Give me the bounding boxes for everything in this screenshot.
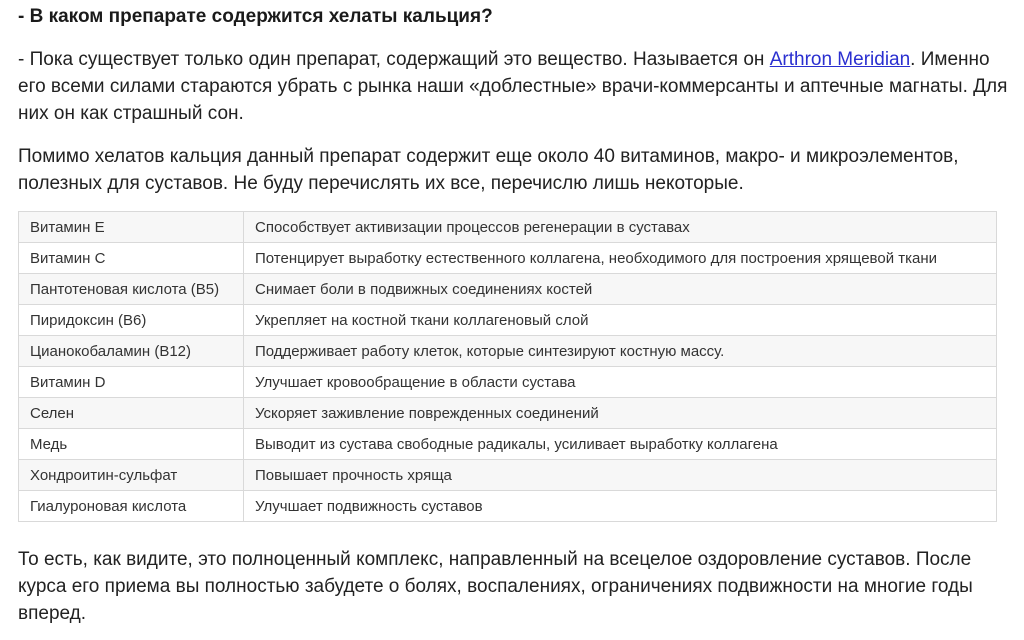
- table-row: [19, 305, 997, 336]
- question-heading: - В каком препарате содержится хелаты кальция?: [18, 6, 493, 27]
- table-row: [19, 336, 997, 367]
- nutrient-effect: Способствует активизации процессов регенерации в суставах: [244, 212, 997, 243]
- table-row: [19, 274, 997, 305]
- nutrient-name: Пиридоксин (B6): [19, 305, 244, 336]
- answer-text-start: - Пока существует только один препарат, содержащий это вещество. Называется он: [18, 49, 770, 70]
- product-link[interactable]: Arthron Meridian: [769, 49, 911, 70]
- nutrient-name: Селен: [19, 398, 244, 429]
- answer-text-end: . Именно его всеми силами стараются убрать с рынка наши «доблестные» врачи-коммерсанты и аптечные магнаты. Для них он как страшный сон.: [18, 49, 1008, 124]
- nutrient-name: Гиалуроновая кислота: [19, 491, 244, 522]
- nutrient-name: Хондроитин-сульфат: [19, 460, 244, 491]
- table-row: [19, 460, 997, 491]
- intro-paragraph: Помимо хелатов кальция данный препарат содержит еще около 40 витаминов, макро- и микроэлементов, полезных для суставов. Не буду перечислять их все, перечислю лишь некоторые.: [18, 146, 959, 194]
- nutrient-effect: Выводит из сустава свободные радикалы, усиливает выработку коллагена: [244, 429, 997, 460]
- table-row: [19, 429, 997, 460]
- table-row: [19, 398, 997, 429]
- table-row: [19, 212, 997, 243]
- nutrient-effect: Потенцирует выработку естественного коллагена, необходимого для построения хрящевой ткани: [244, 243, 997, 274]
- nutrient-effect: Ускоряет заживление поврежденных соединений: [244, 398, 997, 429]
- nutrient-name: Цианокобаламин (B12): [19, 336, 244, 367]
- nutrient-name: Витамин E: [19, 212, 244, 243]
- nutrient-effect: Поддерживает работу клеток, которые синтезируют костную массу.: [244, 336, 997, 367]
- nutrient-name: Пантотеновая кислота (B5): [19, 274, 244, 305]
- nutrient-effect: Повышает прочность хряща: [244, 460, 997, 491]
- table-row: [19, 491, 997, 522]
- nutrient-effect: Снимает боли в подвижных соединениях костей: [244, 274, 997, 305]
- nutrient-effect: Улучшает подвижность суставов: [244, 491, 997, 522]
- nutrient-name: Витамин C: [19, 243, 244, 274]
- nutrient-effect: Улучшает кровообращение в области сустава: [244, 367, 997, 398]
- nutrient-name: Витамин D: [19, 367, 244, 398]
- nutrient-effect: Укрепляет на костной ткани коллагеновый слой: [244, 305, 997, 336]
- conclusion-paragraph: То есть, как видите, это полноценный комплекс, направленный на всецелое оздоровление суставов. После курса его приема вы полностью забудете о болях, воспалениях, ограничениях подвижности на многие годы вперед.: [18, 549, 973, 624]
- table-row: [19, 367, 997, 398]
- nutrient-name: Медь: [19, 429, 244, 460]
- article: [18, 4, 1010, 627]
- answer-paragraph: [18, 46, 1010, 127]
- table-row: [19, 243, 997, 274]
- nutrients-table: [18, 211, 997, 522]
